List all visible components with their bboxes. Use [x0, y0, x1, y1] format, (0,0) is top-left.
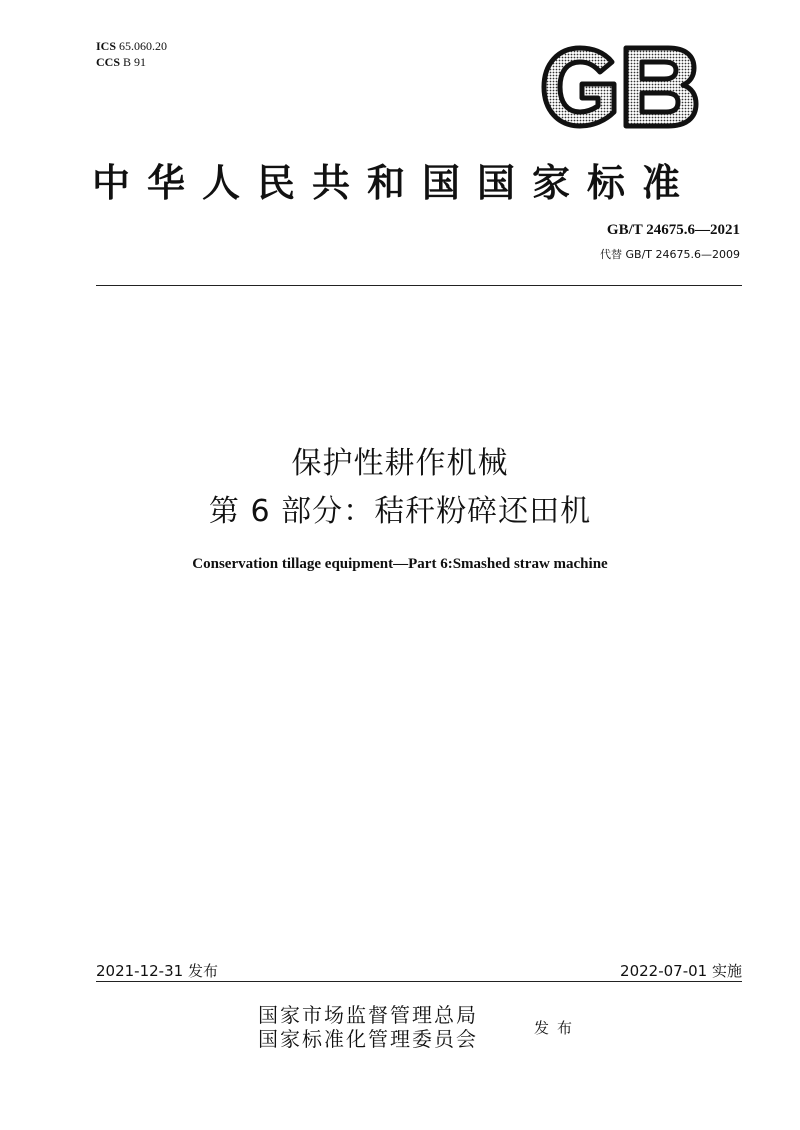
issuing-authorities: [258, 1003, 478, 1051]
replaces-note: 代替 GB/T 24675.6—2009: [600, 248, 740, 261]
ccs-line: [96, 54, 167, 70]
title-en: Conservation tillage equipment—Part 6:Smashed straw machine: [192, 556, 608, 572]
ics-label: ICS: [96, 39, 117, 53]
classification-codes: [96, 38, 167, 70]
issue-date: 2021-12-31 发布: [96, 962, 218, 980]
ccs-label: CCS: [96, 55, 121, 69]
bottom-divider: [96, 981, 742, 982]
implementation-date: 2022-07-01 实施: [620, 962, 742, 980]
ccs-value: B 91: [123, 55, 147, 69]
authority-samr: 国家市场监督管理总局: [258, 1003, 478, 1027]
title-cn-line2: 第 6 部分：秸秆粉碎还田机: [208, 494, 592, 529]
national-standard-heading: 中华人民共和国国家标准: [92, 160, 698, 205]
gb-logo: [540, 44, 700, 130]
standard-number: GB/T 24675.6—2021: [606, 222, 740, 238]
authority-sac: 国家标准化管理委员会: [258, 1027, 478, 1051]
top-divider: [96, 285, 742, 286]
gb-logo-mark: [540, 44, 700, 130]
ics-line: [96, 38, 167, 54]
title-cn-line1: 保护性耕作机械: [291, 446, 509, 481]
ics-value: 65.060.20: [119, 39, 168, 53]
publish-label: 发布: [534, 1019, 581, 1037]
